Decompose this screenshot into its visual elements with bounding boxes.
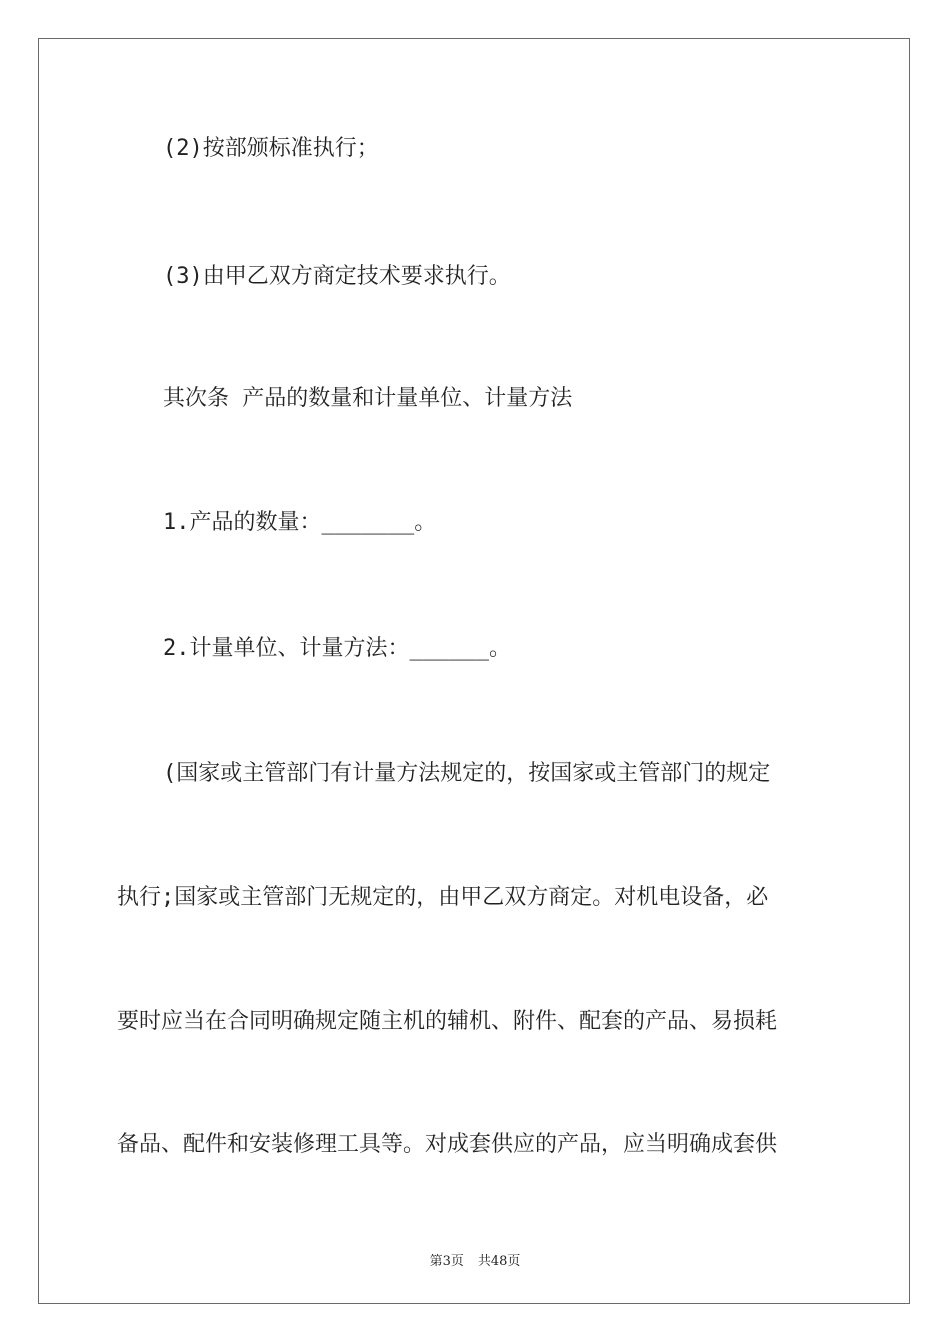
paragraph-line-4: 备品、配件和安装修理工具等。对成套供应的产品，应当明确成套供: [117, 1132, 778, 1157]
page-border: [38, 38, 910, 1304]
unit-method-line: 2.计量单位、计量方法：______。: [163, 636, 511, 661]
quantity-line: 1.产品的数量：_______。: [163, 510, 437, 535]
paragraph-line-3: 要时应当在合同明确规定随主机的辅机、附件、配套的产品、易损耗: [117, 1009, 778, 1034]
paragraph-line-1: (国家或主管部门有计量方法规定的，按国家或主管部门的规定: [163, 761, 771, 786]
clause-item-2: (2)按部颁标准执行；: [163, 136, 379, 161]
clause-item-3: (3)由甲乙双方商定技术要求执行。: [163, 264, 511, 289]
page-total: 共48页: [477, 1254, 521, 1269]
page-number: 第3页: [429, 1254, 464, 1269]
page-footer: [0, 1250, 950, 1269]
section-heading: 其次条 产品的数量和计量单位、计量方法: [163, 386, 573, 411]
paragraph-line-2: 执行;国家或主管部门无规定的，由甲乙双方商定。对机电设备，必: [117, 885, 769, 910]
